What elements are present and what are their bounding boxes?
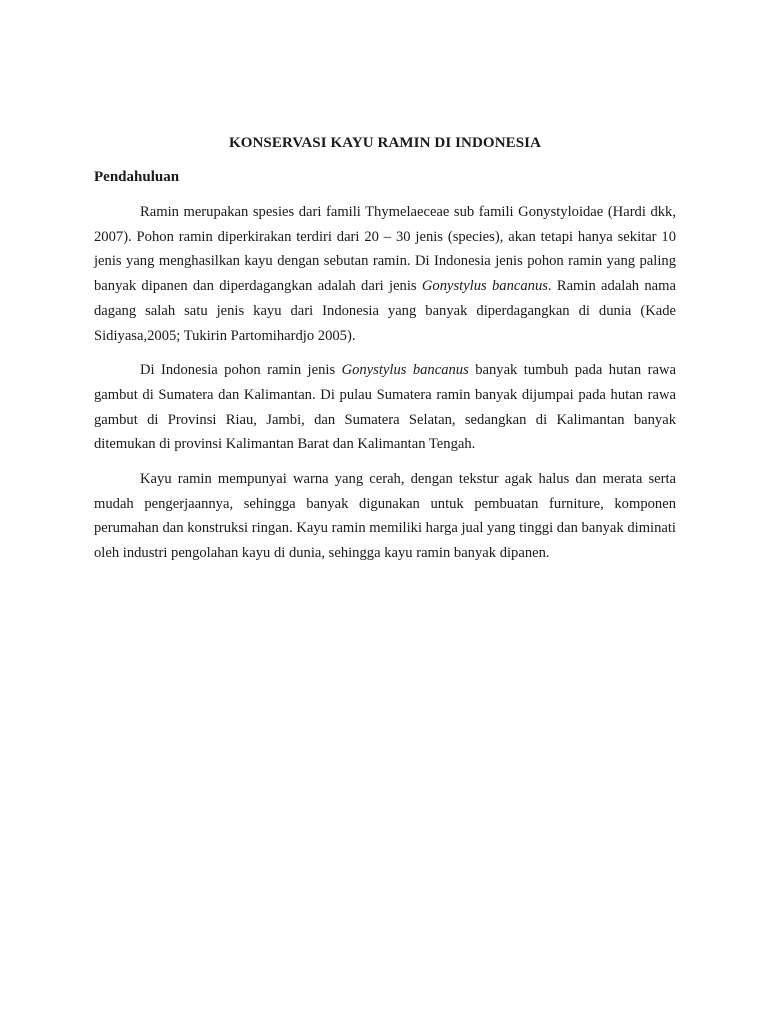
paragraph-3 bbox=[94, 467, 676, 566]
paragraph-2-text-2: banyak tumbuh pada hutan rawa gambut di Sumatera dan Kalimantan. Di pulau Sumatera ramin banyak dijumpai pada hutan rawa gambut di Provinsi Riau, Jambi, dan Sumatera Selatan, sedangkan di Kalimantan banyak ditemukan di provinsi Kalimantan Barat dan Kalimantan Tengah. bbox=[94, 362, 676, 453]
paragraph-1-species-name: Gonystylus bancanus bbox=[421, 278, 548, 295]
paragraph-2-species-name: Gonystylus bancanus bbox=[341, 362, 469, 379]
paragraph-2-text-1: Di Indonesia pohon ramin jenis bbox=[140, 362, 342, 379]
paragraph-3-text-1: Kayu ramin mempunyai warna yang cerah, dengan tekstur agak halus dan merata serta mudah pengerjaannya, sehingga banyak digunakan untuk pembuatan furniture, komponen perumahan dan konstruksi ringan. Kayu ramin memiliki harga jual yang tinggi dan banyak diminati oleh industri pengolahan kayu di dunia, sehingga kayu ramin banyak dipanen. bbox=[94, 471, 676, 562]
paragraph-2 bbox=[94, 358, 676, 457]
document-title: KONSERVASI KAYU RAMIN DI INDONESIA bbox=[228, 135, 542, 151]
section-heading: Pendahuluan bbox=[94, 169, 180, 185]
paragraph-1-text-1: Ramin merupakan spesies dari famili Thymelaeceae sub famili Gonystyloidae (Hardi dkk, 2007). Pohon ramin diperkirakan terdiri dari 20 – 30 jenis (species), akan tetapi hanya sekitar 10 jenis yang menghasilkan kayu dengan sebutan ramin. Di Indonesia jenis pohon ramin yang paling banyak dipanen dan diperdagangkan adalah dari jenis bbox=[94, 204, 676, 295]
paragraph-1-text-2: . Ramin adalah nama dagang salah satu jenis kayu dari Indonesia yang banyak diperdagangkan di dunia (Kade Sidiyasa,2005; Tukirin Partomihardjo 2005). bbox=[94, 278, 676, 344]
document-page bbox=[94, 135, 676, 576]
paragraph-1 bbox=[94, 200, 676, 348]
